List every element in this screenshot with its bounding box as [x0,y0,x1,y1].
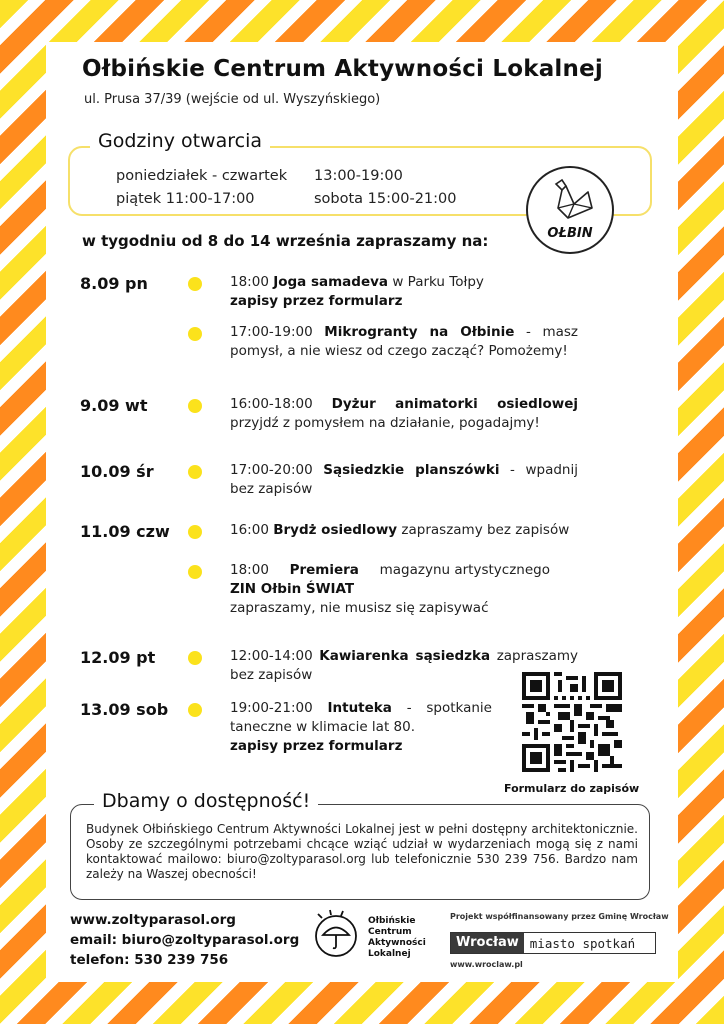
event-time: 17:00-20:00 [230,462,313,478]
event-item [230,521,578,540]
event-name: Intuteka [327,700,392,716]
day-date: 13.09 sob [80,700,169,719]
footer-phone: telefon: 530 239 756 [70,952,229,968]
day-date: 12.09 pt [80,648,156,667]
sponsor-note: Projekt współfinansowany przez Gminę Wrocław [450,912,669,921]
event-bullet [188,277,202,291]
event-time: 18:00 [230,274,269,290]
week-heading: w tygodniu od 8 do 14 września zapraszamy na: [82,232,489,250]
poster-title: Ołbińskie Centrum Aktywności Lokalnej [82,56,603,82]
event-bullet [188,651,202,665]
footer-website[interactable]: www.zoltyparasol.org [70,912,236,928]
poster [46,42,678,982]
event-signup: zapisy przez formularz [230,293,403,309]
event-bullet [188,703,202,717]
event-first-line [230,561,550,580]
event-item [230,699,492,756]
event-bullet [188,327,202,341]
address: ul. Prusa 37/39 (wejście od ul. Wyszyńskiego) [84,92,381,107]
event-item [230,561,578,618]
event-desc: - spotkanie taneczne w klimacie lat 80. [230,700,492,735]
event-name: Premiera [289,562,359,578]
event-item [230,461,578,499]
event-item [230,273,578,311]
event-name-secondary: ZIN Ołbin ŚWIAT [230,581,355,597]
event-name: Dyżur animatorki osiedlowej [331,396,578,412]
event-time: 19:00-21:00 [230,700,313,716]
event-signup: zapisy przez formularz [230,738,403,754]
hours-fri: piątek 11:00-17:00 [116,191,255,207]
event-desc: zapraszamy bez zapisów [401,522,570,538]
event-name: Brydż osiedlowy [273,522,398,538]
event-name: Mikrogranty na Ołbinie [324,324,515,340]
day-date: 11.09 czw [80,522,170,541]
qr-caption: Formularz do zapisów [504,782,640,795]
event-bullet [188,525,202,539]
swan-icon [548,178,596,222]
event-name: Kawiarenka sąsiedzka [319,648,491,664]
olbin-logo [526,166,614,254]
umbrella-icon [310,908,362,960]
accessibility-title: Dbamy o dostępność! [94,790,318,812]
footer-email[interactable]: email: biuro@zoltyparasol.org [70,932,300,948]
hours-mon-thu: 13:00-19:00 [314,168,403,184]
event-time: 17:00-19:00 [230,324,313,340]
qr-code-icon[interactable] [522,672,622,772]
event-item [230,395,578,433]
event-note: zapraszamy, nie musisz się zapisywać [230,600,489,616]
hours-mon-thu-label: poniedziałek - czwartek [116,168,288,184]
event-name: Joga samadeva [273,274,389,290]
logo-text: OŁBIN [547,226,593,241]
accessibility-text: Budynek Ołbińskiego Centrum Aktywności Lokalnej jest w pełni dostępny architektonicznie. Osoby ze szczególnymi potrzebami chcące wziąć udział w wydarzeniach mogą się z nami kontaktować mailowo: biuro@zoltyparasol.org lub telefonicznie 530 239 756. Bardzo nam zależy na Waszej obecności! [86,822,638,881]
hours-sat: sobota 15:00-21:00 [314,191,457,207]
event-bullet [188,565,202,579]
event-desc: - wpadnij bez zapisów [230,462,578,497]
event-time: 16:00-18:00 [230,396,313,412]
wroclaw-logo-dark: Wrocław [451,933,524,953]
event-bullet [188,465,202,479]
event-item [230,323,578,361]
event-desc: magazynu artystycznego [379,562,550,578]
event-bullet [188,399,202,413]
event-time: 16:00 [230,522,269,538]
event-time: 12:00-14:00 [230,648,313,664]
opening-hours-title: Godziny otwarcia [90,130,270,152]
day-date: 8.09 pn [80,274,148,293]
day-date: 9.09 wt [80,396,148,415]
event-time: 18:00 [230,562,269,578]
wroclaw-url[interactable]: www.wroclaw.pl [450,960,523,969]
day-date: 10.09 śr [80,462,154,481]
event-name: Sąsiedzkie planszówki [323,462,500,478]
event-desc: przyjdź z pomysłem na działanie, pogadajmy! [230,415,540,431]
event-desc: - masz pomysł, a nie wiesz od czego zacząć? Pomożemy! [230,324,579,359]
wroclaw-logo-light: miasto spotkań [529,936,636,951]
centrum-logo-text: Ołbińskie Centrum Aktywności Lokalnej [368,916,426,959]
event-desc: zapraszamy bez zapisów [230,648,578,683]
event-desc: w Parku Tołpy [392,274,484,290]
wroclaw-logo [450,932,656,954]
